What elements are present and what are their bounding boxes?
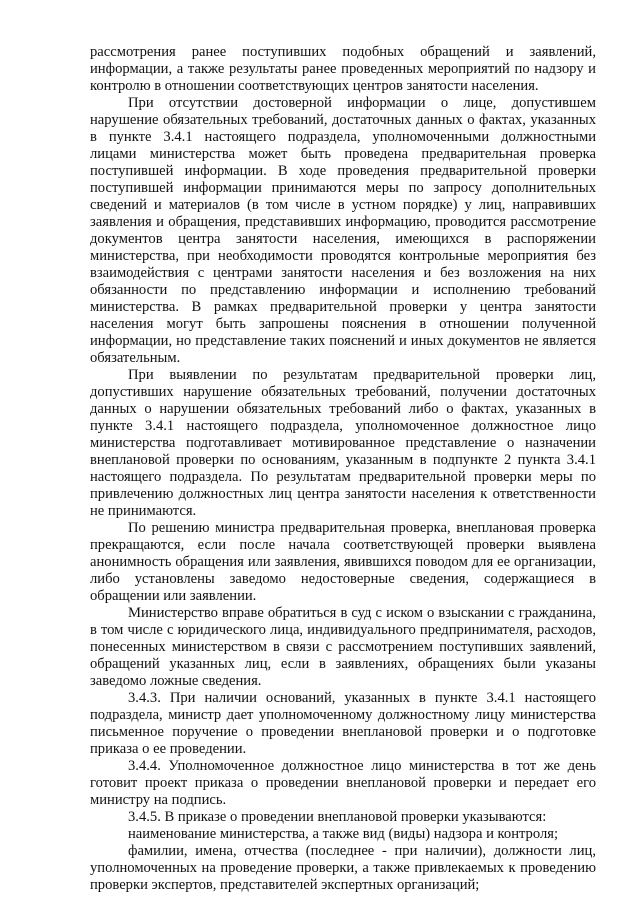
paragraph-3-4-5: 3.4.5. В приказе о проведении внеплановой проверки указываются:: [128, 809, 547, 825]
paragraph-3-4-3: 3.4.3. При наличии оснований, указанных в пункте 3.4.1 настоящего подраздела, министр дает уполномоченному должностному лицу министерства письменное поручение о проведении внеплановой проверки и о подготовке приказа о ее проведении.: [90, 690, 596, 757]
paragraph-continuation: рассмотрения ранее поступивших подобных обращений и заявлений, информации, а также результаты ранее проведенных мероприятий по надзору и контролю в отношении соответствующих центров занятости населения.: [90, 44, 596, 94]
paragraph-violation-detection: При выявлении по результатам предварительной проверки лиц, допустивших нарушение обязательных требований, получении достаточных данных о нарушении обязательных требований либо о фактах, указанных в пункте 3.4.1 настоящего подраздела, уполномоченное должностное лицо министерства подготавливает мотивированное представление о назначении внеплановой проверки по основаниям, указанным в подпункте 2 пункта 3.4.1 настоящего подраздела. По результатам предварительной проверки меры по привлечению должностных лиц центра занятости населения к ответственности не принимаются.: [90, 367, 596, 519]
paragraph-termination: По решению министра предварительная проверка, внеплановая проверка прекращаются, если после начала соответствующей проверки выявлена анонимность обращения или заявления, явившихся поводом для ее организации, либо установлены заведомо недостоверные сведения, содержащиеся в обращении или заявлении.: [90, 520, 596, 604]
document-page: [90, 44, 596, 894]
paragraph-officials: фамилии, имена, отчества (последнее - при наличии), должности лиц, уполномоченных на проведение проверки, а также привлекаемых к проведению проверки экспертов, представителей экспертных организаций;: [90, 843, 596, 893]
paragraph-preliminary-check: При отсутствии достоверной информации о лице, допустившем нарушение обязательных требований, достаточных данных о фактах, указанных в пункте 3.4.1 настоящего подраздела, уполномоченными должностными лицами министерства может быть проведена предварительная проверка поступившей информации. В ходе проведения предварительной проверки поступившей информации принимаются меры по запросу дополнительных сведений и материалов (в том числе в устном порядке) у лиц, направивших заявления и обращения, представивших информацию, проводится рассмотрение документов центра занятости населения, имеющихся в распоряжении министерства, при необходимости проводятся контрольные мероприятия без взаимодействия с центрами занятости населения и без возложения на них обязанности по представлению информации и исполнению требований министерства. В рамках предварительной проверки у центра занятости населения могут быть запрошены пояснения в отношении полученной информации, но представление таких пояснений и иных документов не является обязательным.: [90, 95, 596, 366]
paragraph-court-claim: Министерство вправе обратиться в суд с иском о взыскании с гражданина, в том числе с юридического лица, индивидуального предпринимателя, расходов, понесенных министерством в связи с рассмотрением поступивших заявлений, обращений указанных лиц, если в заявлениях, обращениях были указаны заведомо ложные сведения.: [90, 605, 596, 689]
paragraph-ministry-name: наименование министерства, а также вид (виды) надзора и контроля;: [128, 826, 559, 842]
paragraph-3-4-4: 3.4.4. Уполномоченное должностное лицо министерства в тот же день готовит проект приказа о проведении внеплановой проверки и передает его министру на подпись.: [90, 758, 596, 808]
